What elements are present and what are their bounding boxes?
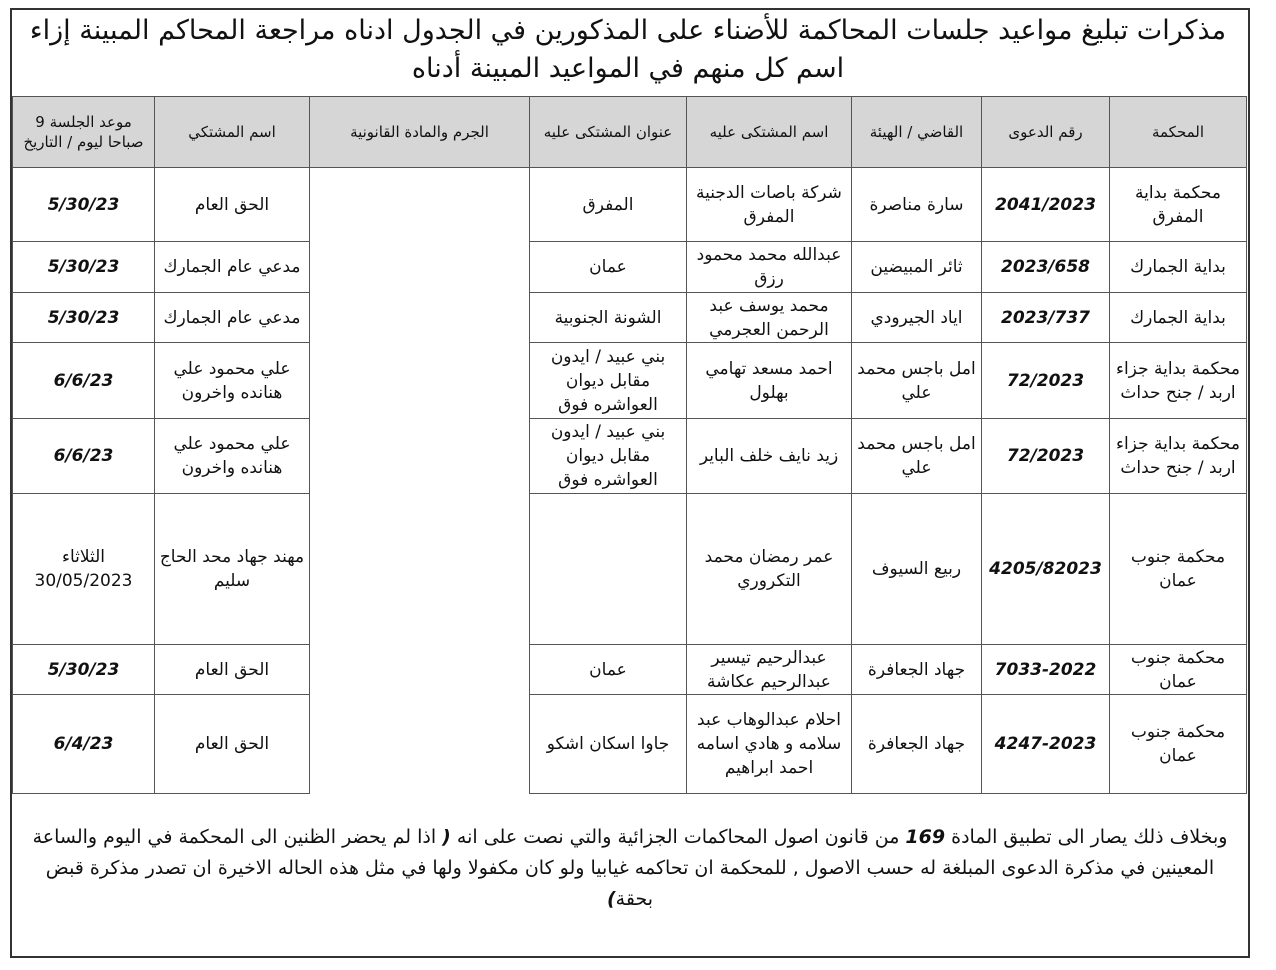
crime-article-cell (310, 168, 530, 794)
case-number-cell: 2023/737 (982, 293, 1110, 343)
table-row (13, 419, 1247, 494)
defendant-name-cell: عبدالله محمد محمود رزق (687, 242, 852, 293)
header-judge: القاضي / الهيئة (852, 97, 982, 168)
table-row (13, 343, 1247, 419)
case-number-cell: 4205/82023 (982, 494, 1110, 645)
hearing-date-cell: 6/6/23 (13, 419, 155, 494)
defendant-address-cell: عمان (530, 242, 687, 293)
header-court: المحكمة (1110, 97, 1247, 168)
defendant-name-cell: احلام عبدالوهاب عبد سلامه و هادي اسامه احمد ابراهيم (687, 695, 852, 794)
defendant-name-cell: عبدالرحيم تيسير عبدالرحيم عكاشة (687, 645, 852, 695)
case-number-cell: 7033-2022 (982, 645, 1110, 695)
defendant-address-cell: المفرق (530, 168, 687, 242)
header-defendant-address: عنوان المشتكى عليه (530, 97, 687, 168)
case-number-cell: 72/2023 (982, 343, 1110, 419)
case-number-cell: 72/2023 (982, 419, 1110, 494)
court-cell: محكمة بداية جزاء اربد / جنح حداث (1110, 419, 1247, 494)
defendant-name-cell: احمد مسعد تهامي بهلول (687, 343, 852, 419)
legal-notice (20, 822, 1240, 915)
defendant-name-cell: شركة باصات الدجنية المفرق (687, 168, 852, 242)
complainant-name-cell: مدعي عام الجمارك (155, 293, 310, 343)
judge-cell: ثائر المبيضين (852, 242, 982, 293)
judge-cell: جهاد الجعافرة (852, 645, 982, 695)
defendant-address-cell (530, 494, 687, 645)
complainant-name-cell: مدعي عام الجمارك (155, 242, 310, 293)
hearing-date-cell: 5/30/23 (13, 168, 155, 242)
article-number: 169 (905, 826, 946, 848)
defendant-address-cell: الشونة الجنوبية (530, 293, 687, 343)
quote-open: ( (442, 826, 451, 848)
header-complainant-name: اسم المشتكي (155, 97, 310, 168)
table-row (13, 494, 1247, 645)
defendant-name-cell: زيد نايف خلف الباير (687, 419, 852, 494)
table-row (13, 242, 1247, 293)
hearing-date-cell: 6/4/23 (13, 695, 155, 794)
defendant-address-cell: عمان (530, 645, 687, 695)
court-cell: محكمة جنوب عمان (1110, 695, 1247, 794)
header-case-number: رقم الدعوى (982, 97, 1110, 168)
judge-cell: ربيع السيوف (852, 494, 982, 645)
hearing-date-cell: 6/6/23 (13, 343, 155, 419)
defendant-address-cell: جاوا اسكان اشكو (530, 695, 687, 794)
quote-close: ) (606, 888, 616, 910)
case-number-cell: 2041/2023 (982, 168, 1110, 242)
complainant-name-cell: مهند جهاد محد الحاج سليم (155, 494, 310, 645)
hearings-table (12, 96, 1247, 794)
complainant-name-cell: علي محمود علي هنانده واخرون (155, 343, 310, 419)
judge-cell: جهاد الجعافرة (852, 695, 982, 794)
hearing-date-cell: الثلاثاء 30/05/2023 (13, 494, 155, 645)
defendant-name-cell: عمر رمضان محمد التكروري (687, 494, 852, 645)
court-cell: بداية الجمارك (1110, 242, 1247, 293)
hearing-date-cell: 5/30/23 (13, 293, 155, 343)
header-crime-article: الجرم والمادة القانونية (310, 97, 530, 168)
case-number-cell: 4247-2023 (982, 695, 1110, 794)
complainant-name-cell: الحق العام (155, 168, 310, 242)
hearing-date-cell: 5/30/23 (13, 242, 155, 293)
court-cell: محكمة جنوب عمان (1110, 494, 1247, 645)
complainant-name-cell: الحق العام (155, 695, 310, 794)
quoted-law: اذا لم يحضر الظنين الى المحكمة في اليوم والساعة المعينين في مذكرة الدعوى المبلغة له حسب الاصول , للمحكمة ان تحاكمه غيابيا ولو كان مكفولا ولها في مثل هذه الحاله الاخيرة ان تصدر مذكرة قبض بحقة (32, 826, 1215, 910)
complainant-name-cell: علي محمود علي هنانده واخرون (155, 419, 310, 494)
defendant-address-cell: بني عبيد / ايدون مقابل ديوان العواشره فوق (530, 343, 687, 419)
table-row (13, 645, 1247, 695)
judge-cell: امل باجس محمد علي (852, 419, 982, 494)
judge-cell: سارة مناصرة (852, 168, 982, 242)
court-cell: بداية الجمارك (1110, 293, 1247, 343)
court-cell: محكمة بداية جزاء اربد / جنح حداث (1110, 343, 1247, 419)
judge-cell: اياد الجيرودي (852, 293, 982, 343)
header-defendant-name: اسم المشتكى عليه (687, 97, 852, 168)
notice-text: من قانون اصول المحاكمات الجزائية والتي نصت على انه (450, 826, 906, 848)
court-cell: محكمة بداية المفرق (1110, 168, 1247, 242)
judge-cell: امل باجس محمد علي (852, 343, 982, 419)
defendant-name-cell: محمد يوسف عبد الرحمن العجرمي (687, 293, 852, 343)
header-hearing-date: موعد الجلسة 9 صباحا ليوم / التاريخ (13, 97, 155, 168)
hearing-date-cell: 5/30/23 (13, 645, 155, 695)
complainant-name-cell: الحق العام (155, 645, 310, 695)
table-row (13, 695, 1247, 794)
defendant-address-cell: بني عبيد / ايدون مقابل ديوان العواشره فوق (530, 419, 687, 494)
case-number-cell: 2023/658 (982, 242, 1110, 293)
notice-text: وبخلاف ذلك يصار الى تطبيق المادة (945, 826, 1228, 848)
page-title: مذكرات تبليغ مواعيد جلسات المحاكمة للأضناء على المذكورين في الجدول ادناه مراجعة المحاكم المبينة إزاء اسم كل منهم في المواعيد المبينة أدناه (29, 15, 1227, 84)
table-row (13, 168, 1247, 242)
table-row (13, 293, 1247, 343)
table-header-row (13, 97, 1247, 168)
court-cell: محكمة جنوب عمان (1110, 645, 1247, 695)
